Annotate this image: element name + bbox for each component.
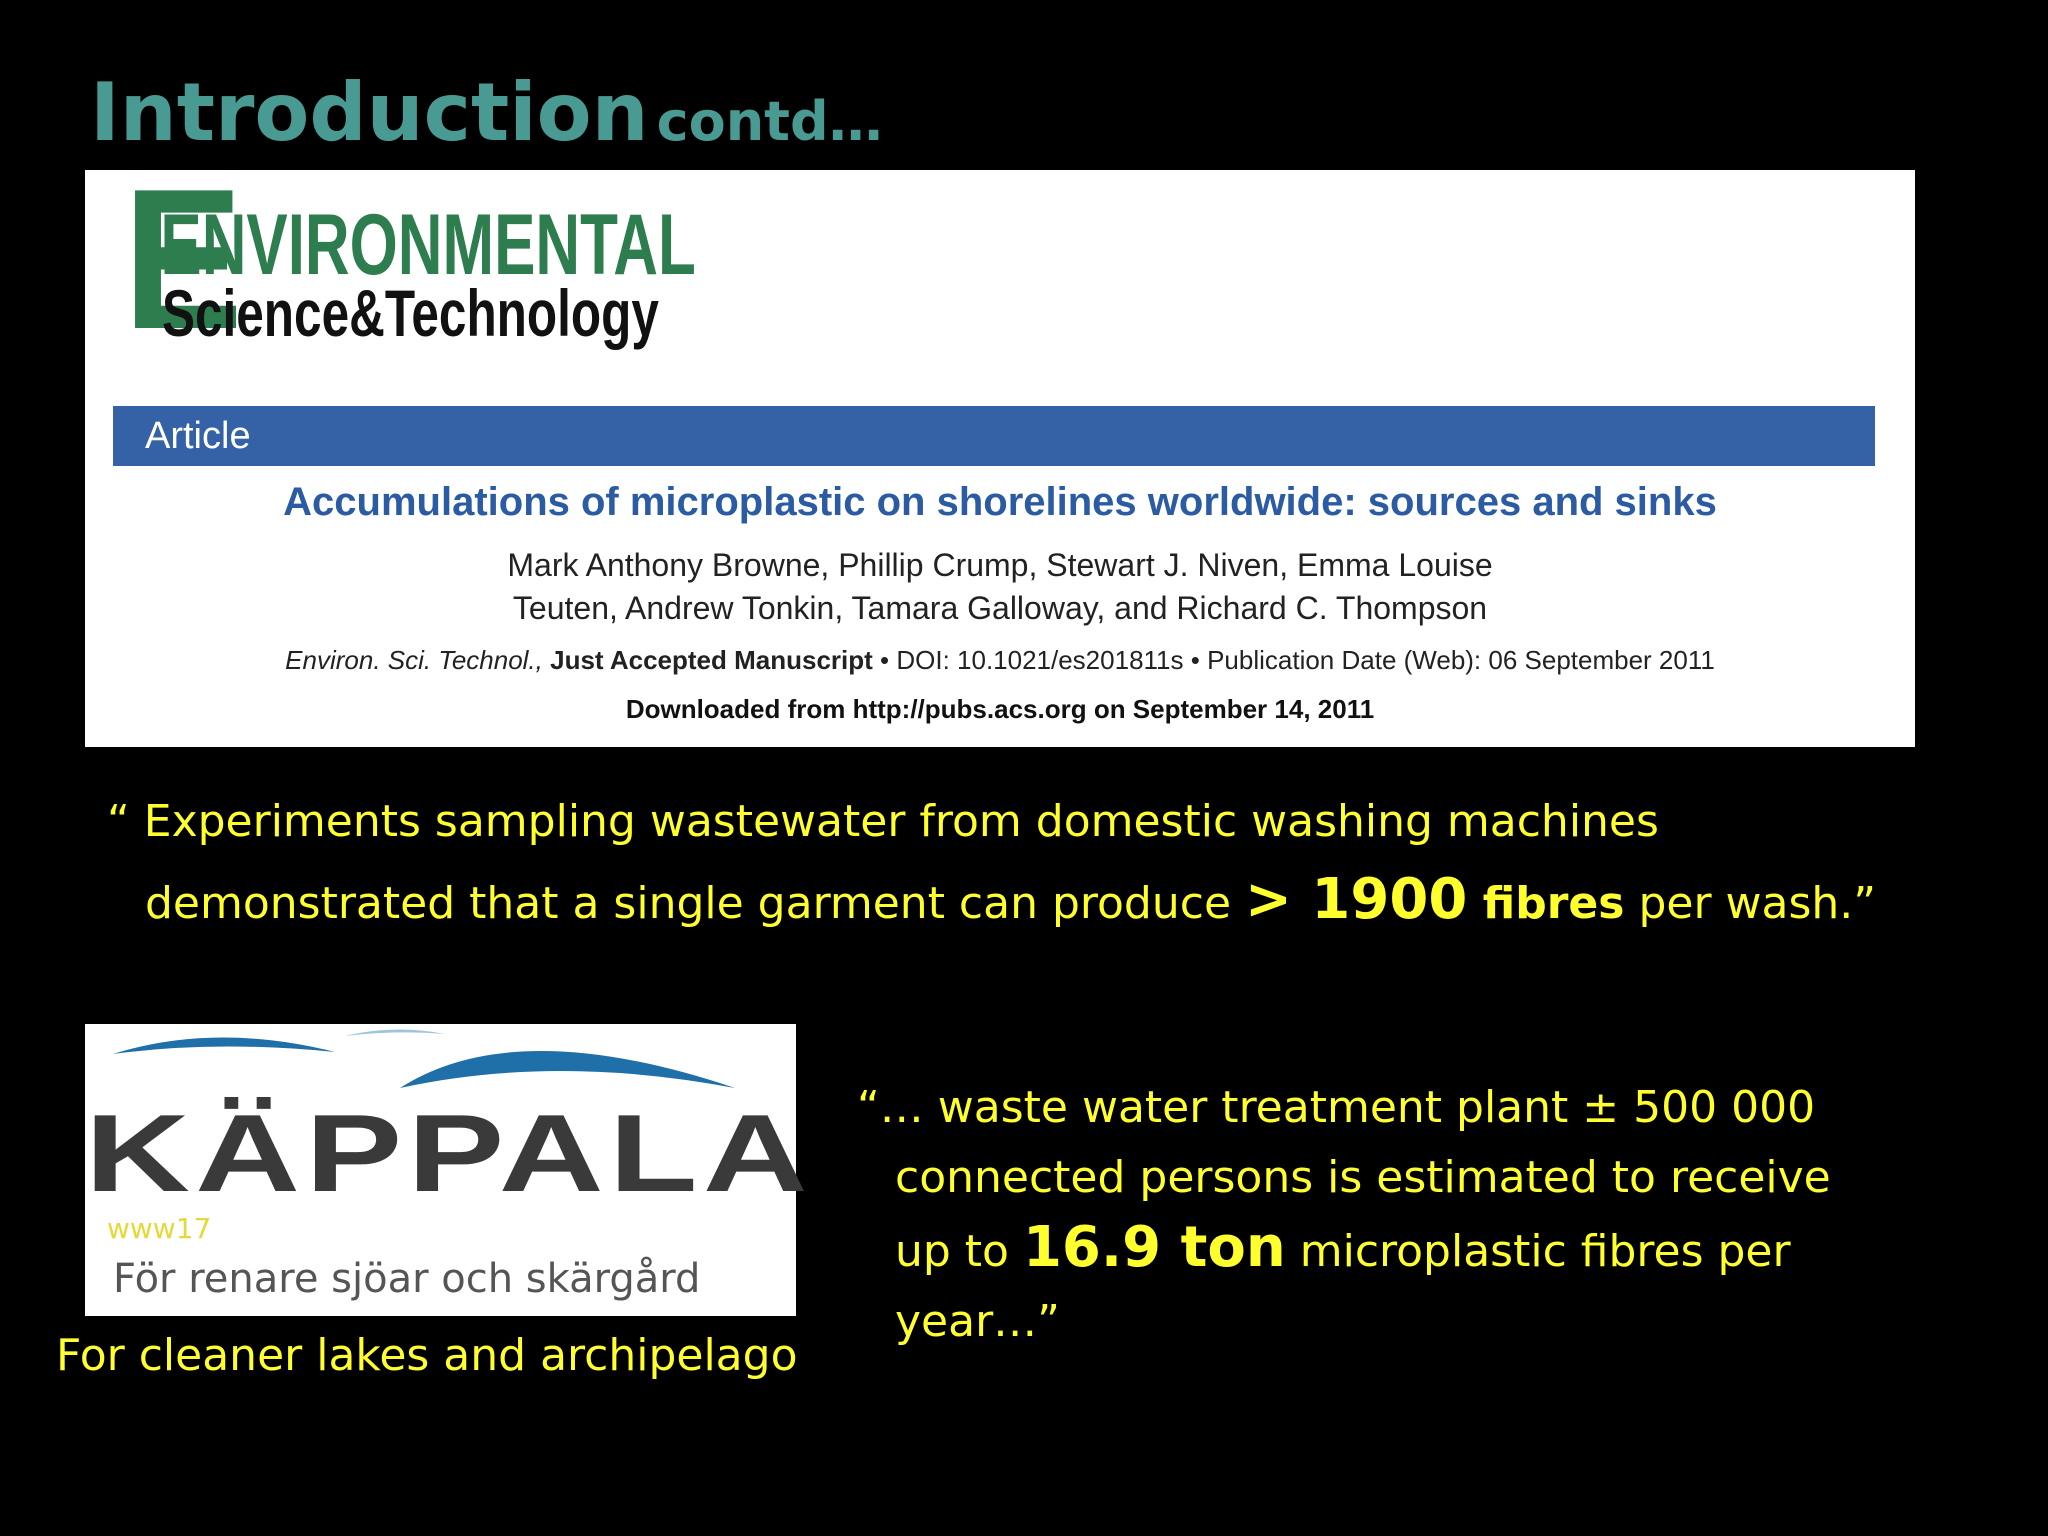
kappala-name: KÄPPALA [85,1092,814,1215]
kappala-caption: For cleaner lakes and archipelago [56,1330,798,1381]
quote1-fibres: fibres [1467,878,1625,929]
quote2-line4: year…” [895,1296,1060,1347]
quote1-line1: “ Experiments sampling wastewater from domestic washing machines [107,796,1659,847]
journal-logo-line2: Science&Technology [162,277,659,351]
quote1-line2-pre: demonstrated that a single garment can produce [145,878,1245,929]
kappala-logo [85,1024,814,1316]
slide-title-main: Introduction [90,66,649,159]
kappala-watermark: www17 [107,1212,212,1245]
quote2-line2: connected persons is estimated to receive [895,1152,1831,1203]
article-section-bar: Article [113,406,1875,466]
quote2-line3 [857,1213,1831,1287]
article-title: Accumulations of microplastic on shorelines worldwide: sources and sinks [283,480,1717,524]
kappala-tagline: För renare sjöar och skärgård [113,1256,701,1302]
svg-text:E: E [123,148,244,372]
journal-logo-line1: ENVIRONMENTAL [160,195,696,293]
quote1-figure: > 1900 [1245,867,1468,932]
quote1-line2 [107,861,1876,943]
journal-logo [123,148,696,518]
article-citation [85,645,1915,676]
citation-rest: • DOI: 10.1021/es201811s • Publication Date (Web): 06 September 2011 [872,645,1715,675]
authors-line-2: Teuten, Andrew Tonkin, Tamara Galloway, and Richard C. Thompson [512,590,1488,626]
article-authors [85,544,1915,630]
quote-washing-machines [107,783,1876,943]
citation-journal: Environ. Sci. Technol., [285,645,543,675]
quote2-line1: “… waste water treatment plant ± 500 000 [857,1082,1816,1133]
article-header-image [85,148,1915,747]
article-downloaded: Downloaded from http://pubs.acs.org on September 14, 2011 [625,694,1375,724]
quote2-figure: 16.9 ton [1022,1215,1286,1280]
quote1-line2-post: per wash.” [1624,878,1877,929]
quote2-line3-pre: up to [895,1226,1023,1277]
authors-line-1: Mark Anthony Browne, Phillip Crump, Stewart J. Niven, Emma Louise [507,547,1493,583]
quote2-line3-post: microplastic fibres per [1285,1226,1791,1277]
citation-status: Just Accepted Manuscript [550,645,873,675]
slide-title [90,66,883,159]
slide-title-sub: contd… [656,90,883,153]
quote-treatment-plant [857,1073,1831,1357]
